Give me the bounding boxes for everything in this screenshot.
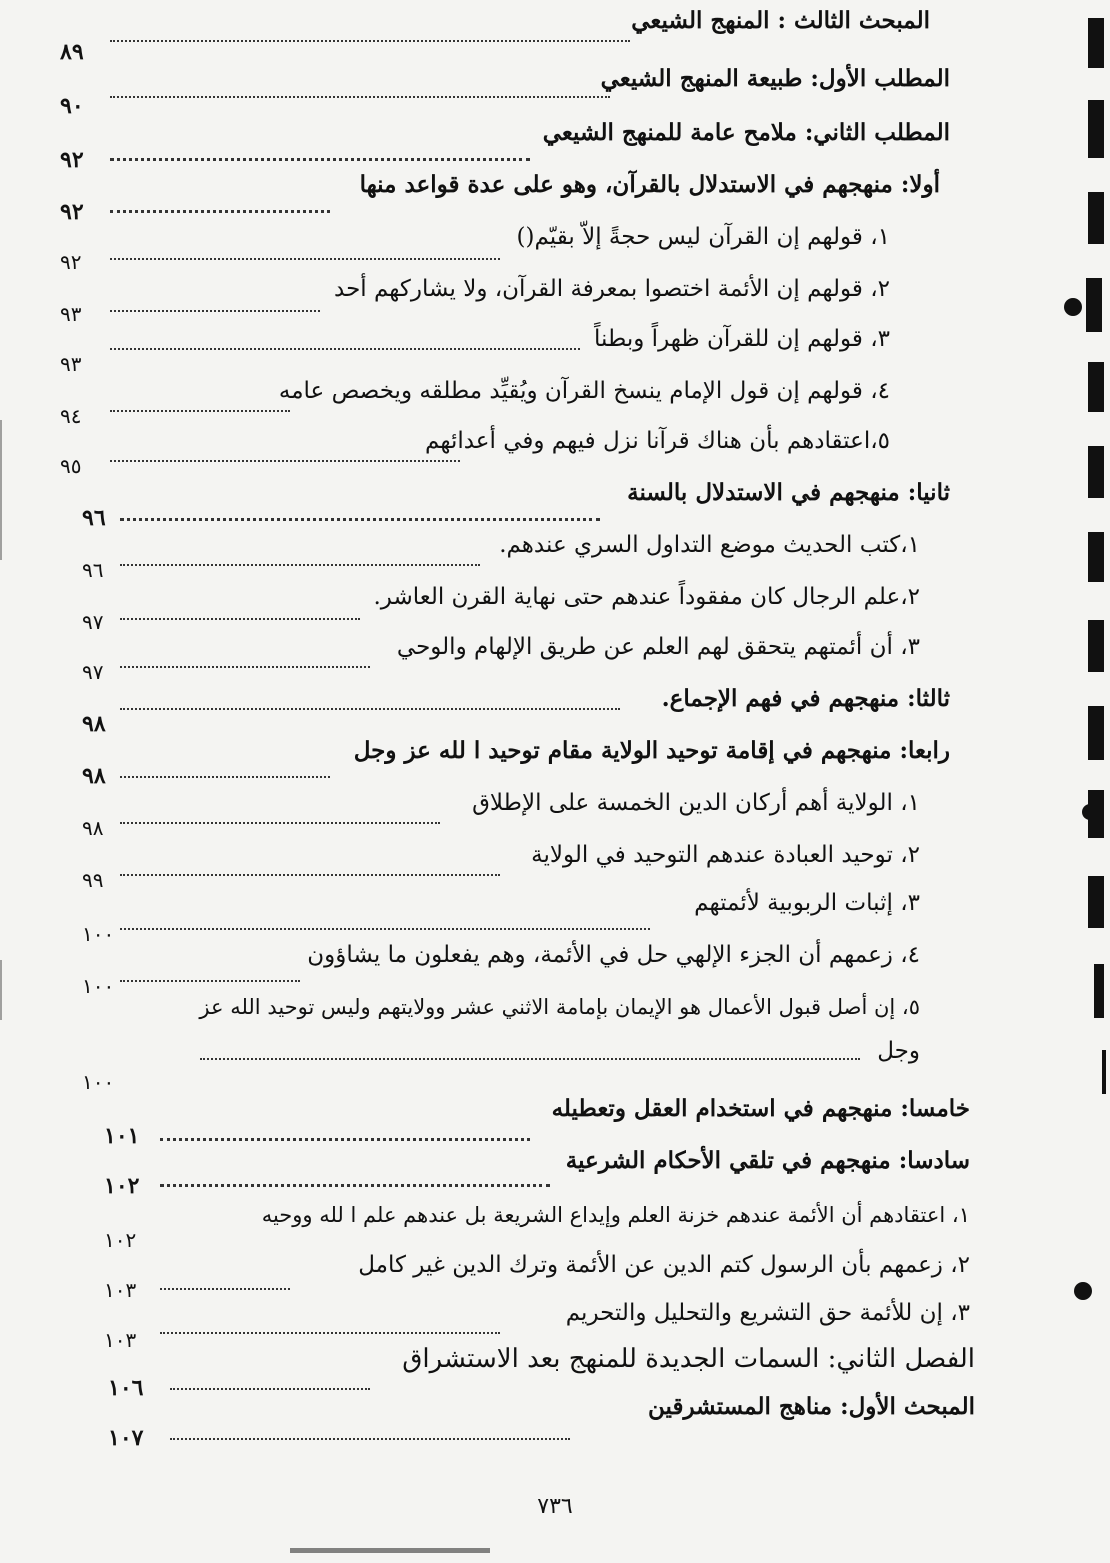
entry-title: ٤، زعمهم أن الجزء الإلهي حل في الأئمة، وهم يفعلون ما يشاؤون [307, 942, 920, 968]
entry-title: المطلب الثاني: ملامح عامة للمنهج الشيعي [542, 119, 950, 146]
entry-title-continued: وجل [877, 1038, 920, 1064]
dot-leader [110, 158, 530, 161]
dot-leader [110, 310, 320, 312]
toc-entry [60, 1146, 970, 1199]
scan-edge-mark [0, 420, 2, 560]
page-number: ١٠٠ [82, 974, 115, 998]
toc-entry [60, 888, 930, 946]
entry-title: ٣، إن للأئمة حق التشريع والتحليل والتحريم [565, 1300, 970, 1326]
binder-hole-mark [1088, 100, 1104, 158]
entry-title: ٢، زعمهم بأن الرسول كتم الدين عن الأئمة وترك الدين غير كامل [358, 1252, 970, 1278]
entry-title: ٣، إثبات الربوبية لأئمتهم [694, 890, 920, 916]
page-number: ٩٦ [82, 558, 104, 582]
toc-entry [60, 64, 950, 119]
toc-entry [60, 530, 930, 582]
dot-leader [120, 776, 330, 778]
entry-title: أولا: منهجهم في الاستدلال بالقرآن، وهو على عدة قواعد منها [359, 171, 940, 198]
binder-dot-mark [1074, 1282, 1092, 1300]
dot-leader [160, 1138, 530, 1141]
page-number: ١٠٣ [104, 1328, 137, 1352]
entry-title: ثانيا: منهجهم في الاستدلال بالسنة [627, 479, 950, 506]
toc-entry [60, 6, 930, 65]
toc-entry [60, 840, 930, 892]
page-number: ١٠٢ [104, 1173, 140, 1199]
binder-hole-mark [1088, 446, 1104, 498]
entry-title: ٣، قولهم إن للقرآن ظهراً وبطناً [594, 326, 890, 352]
page-number: ٩٣ [60, 302, 82, 326]
binder-hole-mark [1088, 362, 1104, 412]
dot-leader [160, 1288, 290, 1290]
entry-title: ١،كتب الحديث موضع التداول السري عندهم. [499, 532, 920, 558]
entry-title: ٥،اعتقادهم بأن هناك قرآنا نزل فيهم وفي أعدائهم [425, 428, 890, 454]
page-number: ١٠٠ [82, 1070, 115, 1094]
toc-entry [60, 582, 930, 634]
page-number: ١٠٣ [104, 1278, 137, 1302]
page-number: ٩٤ [60, 404, 82, 428]
toc-entry [60, 426, 930, 478]
binder-hole-mark [1094, 964, 1104, 1018]
page-number: ١٠١ [104, 1123, 140, 1149]
toc-entry [60, 1250, 970, 1302]
entry-title: ٤، قولهم إن قول الإمام ينسخ القرآن ويُقيِّد مطلقه ويخصص عامه [278, 378, 890, 404]
toc-entry [60, 1298, 970, 1352]
scan-edge-mark [0, 960, 2, 1020]
toc-entry [60, 788, 930, 840]
toc-entry [60, 274, 930, 326]
page-number: ١٠٢ [104, 1228, 137, 1252]
dot-leader [120, 666, 370, 668]
dot-leader [110, 40, 630, 42]
page-number: ٩٣ [60, 352, 82, 376]
page-number: ٩٩ [82, 868, 104, 892]
entry-title: المبحث الثالث : المنهج الشيعي [631, 7, 930, 34]
binder-hole-mark [1088, 790, 1104, 838]
page-number: ٩٢ [60, 199, 84, 225]
binder-hole-mark [1088, 620, 1104, 672]
dot-leader [110, 410, 290, 412]
binder-dot-mark [1064, 298, 1082, 316]
page-number: ٩٨ [82, 816, 104, 840]
dot-leader [110, 460, 460, 462]
toc-entry [60, 632, 930, 684]
dot-leader [110, 210, 330, 213]
toc-entry [60, 1094, 970, 1149]
dot-leader [120, 822, 440, 824]
entry-title: ٣، أن أئمتهم يتحقق لهم العلم عن طريق الإلهام والوحي [396, 634, 920, 660]
dot-leader [110, 96, 610, 98]
dot-leader [120, 928, 650, 930]
entry-title: ١، قولهم إن القرآن ليس حجةً إلاّ بقيّم() [516, 224, 890, 250]
page-number: ٩٥ [60, 454, 82, 478]
toc-entry [60, 376, 930, 428]
entry-title: سادسا: منهجهم في تلقي الأحكام الشرعية [565, 1147, 970, 1174]
dot-leader [160, 1184, 550, 1187]
dot-leader [200, 1058, 860, 1060]
entry-title: المبحث الأول: مناهج المستشرقين [648, 1393, 975, 1420]
binder-hole-mark [1088, 18, 1104, 68]
entry-title: الفصل الثاني: السمات الجديدة للمنهج بعد الاستشراق [402, 1344, 975, 1374]
page-number: ٩٧ [82, 610, 104, 634]
toc-entry [60, 1392, 975, 1451]
dot-leader [120, 874, 500, 876]
entry-title: ٥، إن أصل قبول الأعمال هو الإيمان بإمامة الاثني عشر وولايتهم وليس توحيد الله عز [199, 995, 920, 1019]
page-number: ٩٧ [82, 660, 104, 684]
binder-hole-mark [1088, 192, 1104, 244]
toc-entry [60, 940, 930, 998]
dot-leader [120, 618, 360, 620]
page-number: ١٠٦ [108, 1375, 144, 1401]
toc-entry [60, 324, 930, 376]
entry-title: المطلب الأول: طبيعة المنهج الشيعي [600, 65, 950, 92]
entry-title: ٢، قولهم إن الأئمة اختصوا بمعرفة القرآن، ولا يشاركهم أحد [334, 276, 890, 302]
toc-entry [60, 222, 930, 274]
page-number: ٩٠ [60, 93, 84, 119]
dot-leader [170, 1438, 570, 1440]
dot-leader [170, 1388, 370, 1390]
toc-entry [60, 992, 930, 1092]
toc-entry [60, 118, 950, 173]
page-number: ١٠٠ [82, 922, 115, 946]
binder-hole-mark [1086, 278, 1102, 332]
binder-hole-mark [1088, 876, 1104, 928]
toc-entry [60, 1200, 970, 1252]
dot-leader [120, 708, 620, 710]
page-number: ٩٦ [82, 505, 106, 531]
dot-leader [120, 518, 600, 521]
dot-leader [110, 348, 580, 350]
page-number: ٩٢ [60, 250, 82, 274]
page-number: ١٠٧ [108, 1425, 144, 1451]
toc-entry [60, 684, 950, 737]
dot-leader [120, 564, 480, 566]
entry-title: ٢،علم الرجال كان مفقوداً عندهم حتى نهاية القرن العاشر. [373, 584, 920, 610]
entry-title: خامسا: منهجهم في استخدام العقل وتعطيله [551, 1095, 970, 1122]
entry-title: ١، الولاية أهم أركان الدين الخمسة على الإطلاق [472, 790, 920, 816]
binder-hole-mark [1088, 532, 1104, 582]
page-number: ٨٩ [60, 39, 84, 65]
toc-entry [60, 736, 950, 789]
entry-title: ١، اعتقادهم أن الأئمة عندهم خزنة العلم وإيداع الشريعة بل عندهم علم ا لله ووحيه [261, 1203, 970, 1227]
page-number: ٩٢ [60, 147, 84, 173]
dot-leader [160, 1332, 500, 1334]
entry-title: ثالثا: منهجهم في فهم الإجماع. [661, 685, 950, 712]
dot-leader [110, 258, 500, 260]
dot-leader [120, 980, 300, 982]
binder-hole-mark [1088, 706, 1104, 760]
page-number: ٩٨ [82, 711, 106, 737]
entry-title: رابعا: منهجهم في إقامة توحيد الولاية مقام توحيد ا لله عز وجل [353, 737, 950, 764]
entry-title: ٢، توحيد العبادة عندهم التوحيد في الولاية [531, 842, 920, 868]
page-footer-number: ٧٣٦ [537, 1494, 573, 1519]
page-number: ٩٨ [82, 763, 106, 789]
scan-artifact [290, 1548, 490, 1561]
binder-hole-mark [1102, 1050, 1106, 1094]
toc-entry [60, 478, 950, 531]
toc-entry [60, 1344, 975, 1401]
toc-entry [60, 170, 940, 225]
